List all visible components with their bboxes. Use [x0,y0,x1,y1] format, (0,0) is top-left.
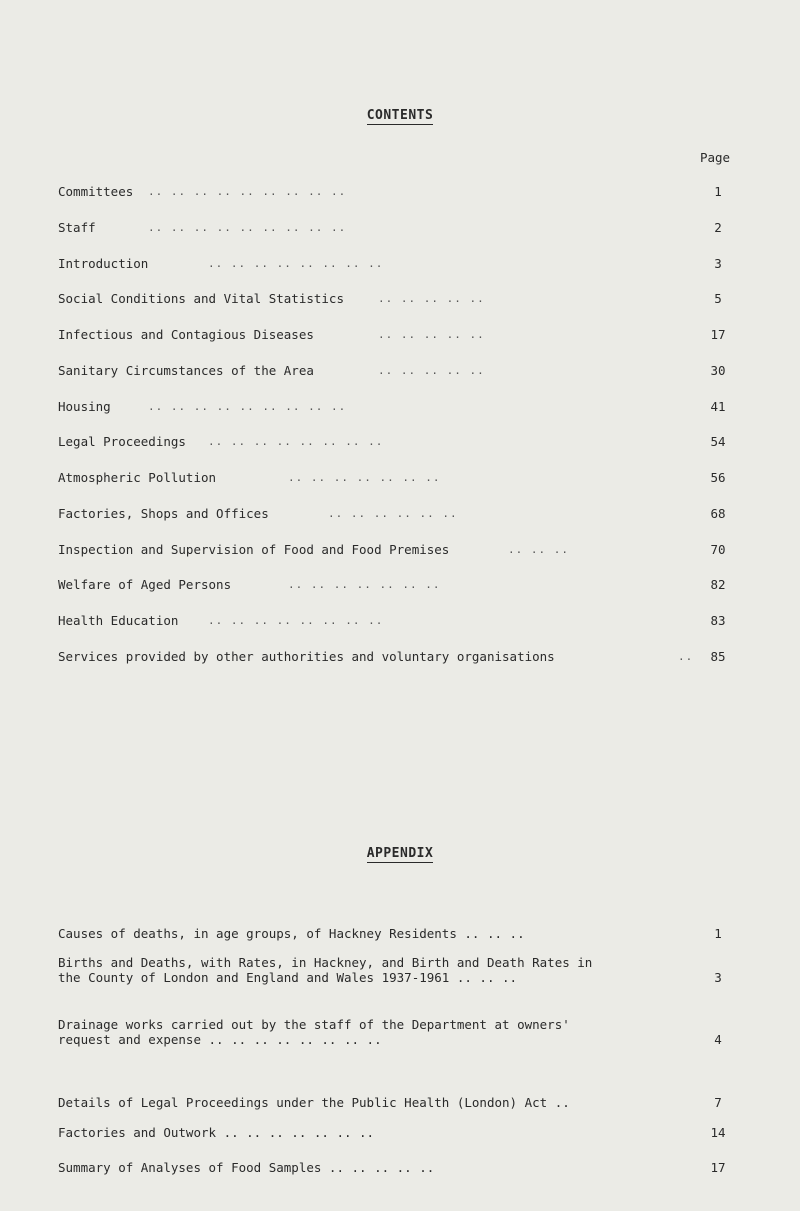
appendix-heading: APPENDIX [366,846,434,861]
dot-leader: .. .. .. .. .. .. .. .. [208,257,384,270]
page-number: 3 [714,970,722,985]
page-number: 83 [710,613,726,628]
contents-entry [58,254,738,274]
page-number: 17 [710,327,726,342]
page-number: 5 [714,291,722,306]
dot-leader: .. [678,650,694,663]
appendix-entry [58,1095,738,1110]
entry-title: Legal Proceedings [58,434,186,449]
entry-title: Factories, Shops and Offices [58,506,269,521]
entry-title: Introduction [58,256,149,271]
page-number: 4 [714,1032,722,1047]
contents-entry [58,468,738,488]
entry-title: Sanitary Circumstances of the Area [58,363,314,378]
page-number: 3 [714,256,722,271]
page-column-header: Page [699,150,731,165]
contents-entry [58,289,738,309]
entry-title: Health Education [58,613,179,628]
dot-leader: .. .. .. .. .. .. .. [288,471,441,484]
page-number: 54 [710,434,726,449]
appendix-entry [58,926,738,941]
entry-line: request and expense .. .. .. .. .. .. .. .. [58,1032,382,1047]
page-number: 70 [710,542,726,557]
contents-entry [58,325,738,345]
page-number: 85 [710,649,726,664]
entry-line: Drainage works carried out by the staff of the Department at owners' [58,1017,570,1032]
contents-entry [58,540,738,560]
appendix-entry [58,955,738,985]
dot-leader: .. .. .. .. .. .. .. .. .. [148,221,347,234]
dot-leader: .. .. .. .. .. .. .. .. [208,435,384,448]
appendix-entry [58,1160,738,1175]
contents-entry [58,361,738,381]
contents-entry [58,647,738,667]
page-number: 68 [710,506,726,521]
entry-title: Welfare of Aged Persons [58,577,232,592]
contents-entry [58,611,738,631]
page-number: 1 [714,184,722,199]
entry-line: Details of Legal Proceedings under the Public Health (London) Act .. [58,1095,570,1110]
entry-title: Infectious and Contagious Diseases [58,327,314,342]
entry-title: Housing [58,399,111,414]
entry-title: Committees [58,184,134,199]
page-number: 7 [714,1095,722,1110]
entry-title: Staff [58,220,96,235]
page-number: 41 [710,399,726,414]
dot-leader: .. .. .. .. .. .. .. .. .. [148,185,347,198]
page-number: 56 [710,470,726,485]
page-number: 82 [710,577,726,592]
page-number: 2 [714,220,722,235]
entry-line: Factories and Outwork .. .. .. .. .. .. .. [58,1125,375,1140]
page-number: 30 [710,363,726,378]
appendix-entry [58,1125,738,1140]
page-number: 14 [710,1125,726,1140]
entry-line: Summary of Analyses of Food Samples .. .. .. .. .. [58,1160,435,1175]
contents-entry [58,575,738,595]
contents-entry [58,182,738,202]
appendix-entry [58,1017,738,1047]
entry-line: Births and Deaths, with Rates, in Hackney, and Birth and Death Rates in [58,955,593,970]
entry-line: Causes of deaths, in age groups, of Hackney Residents .. .. .. [58,926,525,941]
entry-title: Services provided by other authorities and voluntary organisations [58,649,555,664]
dot-leader: .. .. .. .. .. .. .. .. .. [148,400,347,413]
entry-title: Inspection and Supervision of Food and Food Premises [58,542,450,557]
dot-leader: .. .. .. .. .. .. .. .. [208,614,384,627]
dot-leader: .. .. .. .. .. [378,292,485,305]
page-number: 1 [714,926,722,941]
entry-title: Atmospheric Pollution [58,470,217,485]
page-number: 17 [710,1160,726,1175]
contents-entry [58,218,738,238]
dot-leader: .. .. .. .. .. .. [328,507,458,520]
contents-entry [58,432,738,452]
contents-entry [58,397,738,417]
dot-leader: .. .. .. .. .. [378,364,485,377]
contents-entry [58,504,738,524]
contents-heading: CONTENTS [366,108,434,123]
entry-line: the County of London and England and Wales 1937-1961 .. .. .. [58,970,518,985]
dot-leader: .. .. .. .. .. [378,328,485,341]
dot-leader: .. .. .. [508,543,569,556]
entry-title: Social Conditions and Vital Statistics [58,291,344,306]
dot-leader: .. .. .. .. .. .. .. [288,578,441,591]
